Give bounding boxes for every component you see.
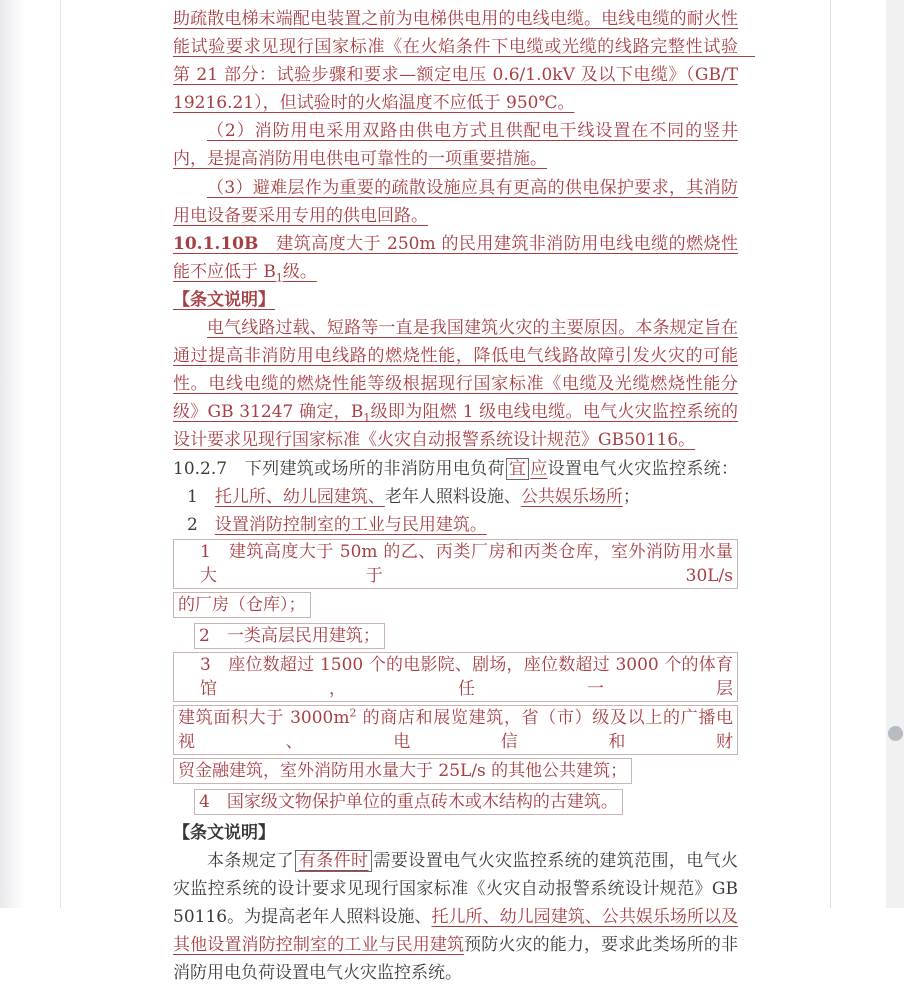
item-punctuation: ； bbox=[622, 486, 640, 507]
page-left-shadow bbox=[0, 0, 26, 908]
inserted-line-4: 4 国家级文物保护单位的重点砖木或木结构的古建筑。 bbox=[194, 789, 623, 815]
explanation-text-end: 预防火灾的能力，要求此类场所的非消防用电负荷设置电气火灾监控系统。 bbox=[173, 935, 738, 984]
revised-text: 公共娱乐场所 bbox=[520, 486, 623, 507]
inserted-text-end: 的商店和展览建筑，省（市）级及以上的广播电视、电信和财 bbox=[178, 707, 734, 752]
explanation-text: 电气线路过载、短路等一直是我国建筑火灾的主要原因。本条规定旨在通过提高非消防用电线路的燃烧性能，降低电气线路故障引发火灾的可能性。电线电缆的燃烧性能等级根据现行国家标准《电缆及光缆燃烧性能分级》GB 31247 确定，B bbox=[173, 318, 738, 423]
inserted-word: 应 bbox=[530, 458, 548, 479]
clause-text-end: 级。 bbox=[282, 261, 317, 282]
revised-text: 托儿所、幼儿园建筑、公共娱乐场所以及其他设置消防控制室的工业与民用建筑 bbox=[173, 906, 738, 956]
paragraph-explanation-1 bbox=[173, 314, 738, 454]
item-text: 老年人照料设施、 bbox=[384, 486, 521, 507]
inserted-line-row bbox=[173, 622, 738, 650]
clause-text: 10.2.7 下列建筑或场所的非消防用电负荷 bbox=[173, 458, 505, 479]
inserted-line-3b bbox=[173, 705, 738, 755]
inserted-line-row bbox=[173, 591, 738, 619]
clause-text-end: 设置电气火灾监控系统： bbox=[547, 458, 738, 479]
explanation-text: 需要设置电气火灾监控系统的建筑范围，电气火灾监控系统的设计要求见现行国家标准《火灾自动报警系统设计规范》GB 50116。为提高老年人照料设施、 bbox=[173, 850, 739, 927]
inserted-line-3a: 3 座位数超过 1500 个的电影院、剧场，座位数超过 3000 个的体育馆，任一层 bbox=[173, 652, 738, 702]
deleted-word-box: 宜 bbox=[506, 458, 529, 480]
explanation-text: 本条规定了 bbox=[207, 850, 294, 871]
inserted-line-1a: 1 建筑高度大于 50m 的乙、丙类厂房和丙类仓库，室外消防用水量大于 30L/s bbox=[173, 539, 738, 589]
clause-number: 10.1.10B bbox=[173, 233, 277, 254]
inserted-line-1b: 的厂房（仓库）； bbox=[173, 592, 311, 618]
paragraph-power-supply-3: （3）避难层作为重要的疏散设施应具有更高的供电保护要求，其消防用电设备要采用专用的供电回路。 bbox=[173, 177, 738, 226]
superscript: 2 bbox=[349, 706, 357, 720]
heading-explanation-1: 【条文说明】 bbox=[173, 289, 275, 310]
subscript: 1 bbox=[275, 271, 283, 285]
heading-explanation-2: 【条文说明】 bbox=[173, 822, 275, 843]
list-item-1 bbox=[173, 483, 738, 511]
revised-text: 托儿所、幼儿园建筑、 bbox=[214, 486, 385, 507]
explanation-text-end: 级即为阻燃 1 级电线电缆。电气火灾监控系统的设计要求见现行国家标准《火灾自动报警系统设计规范》GB50116。 bbox=[173, 402, 739, 451]
paragraph-explanation-2 bbox=[173, 847, 738, 987]
scrollbar-thumb[interactable] bbox=[888, 726, 903, 741]
inserted-text: 建筑面积大于 3000m bbox=[178, 707, 350, 728]
paragraph-power-supply-2: （2）消防用电采用双路由供电方式且供配电干线设置在不同的竖井内，是提高消防用电供电可靠性的一项重要措施。 bbox=[173, 121, 738, 170]
item-number: 1 bbox=[187, 486, 215, 507]
subscript: 1 bbox=[363, 411, 371, 425]
item-number: 2 bbox=[187, 514, 215, 535]
page-right-edge-line bbox=[830, 0, 831, 908]
conditional-word-box: 有条件时 bbox=[295, 850, 373, 872]
document-content bbox=[173, 5, 755, 987]
clause-text: 建筑高度大于 250m 的民用建筑非消防用电线电缆的燃烧性能不应低于 B bbox=[173, 233, 738, 282]
page-left-edge-line bbox=[60, 0, 61, 908]
inserted-line-3c: 贸金融建筑，室外消防用水量大于 25L/s 的其他公共建筑； bbox=[173, 758, 632, 784]
inserted-line-row bbox=[173, 788, 738, 816]
inserted-line-2: 2 一类高层民用建筑； bbox=[194, 623, 385, 649]
paragraph-cable-requirements: 助疏散电梯末端配电装置之前为电梯供电用的电线电缆。电线电缆的耐火性能试验要求见现行国家标准《在火焰条件下电缆或光缆的线路完整性试验 第 21 部分：试验步骤和要求—额定电压 0.6/1.0kV 及以下电缆》（GB/T 19216.21），但试验时的火焰温度不应低于 950℃。 bbox=[173, 9, 755, 114]
revised-text: 设置消防控制室的工业与民用建筑。 bbox=[214, 514, 487, 535]
clause-10-1-10B bbox=[173, 230, 738, 286]
inserted-line-row bbox=[173, 757, 738, 785]
list-item-2 bbox=[173, 511, 738, 539]
scrollbar-track[interactable] bbox=[886, 0, 904, 908]
clause-10-2-7 bbox=[173, 455, 738, 483]
